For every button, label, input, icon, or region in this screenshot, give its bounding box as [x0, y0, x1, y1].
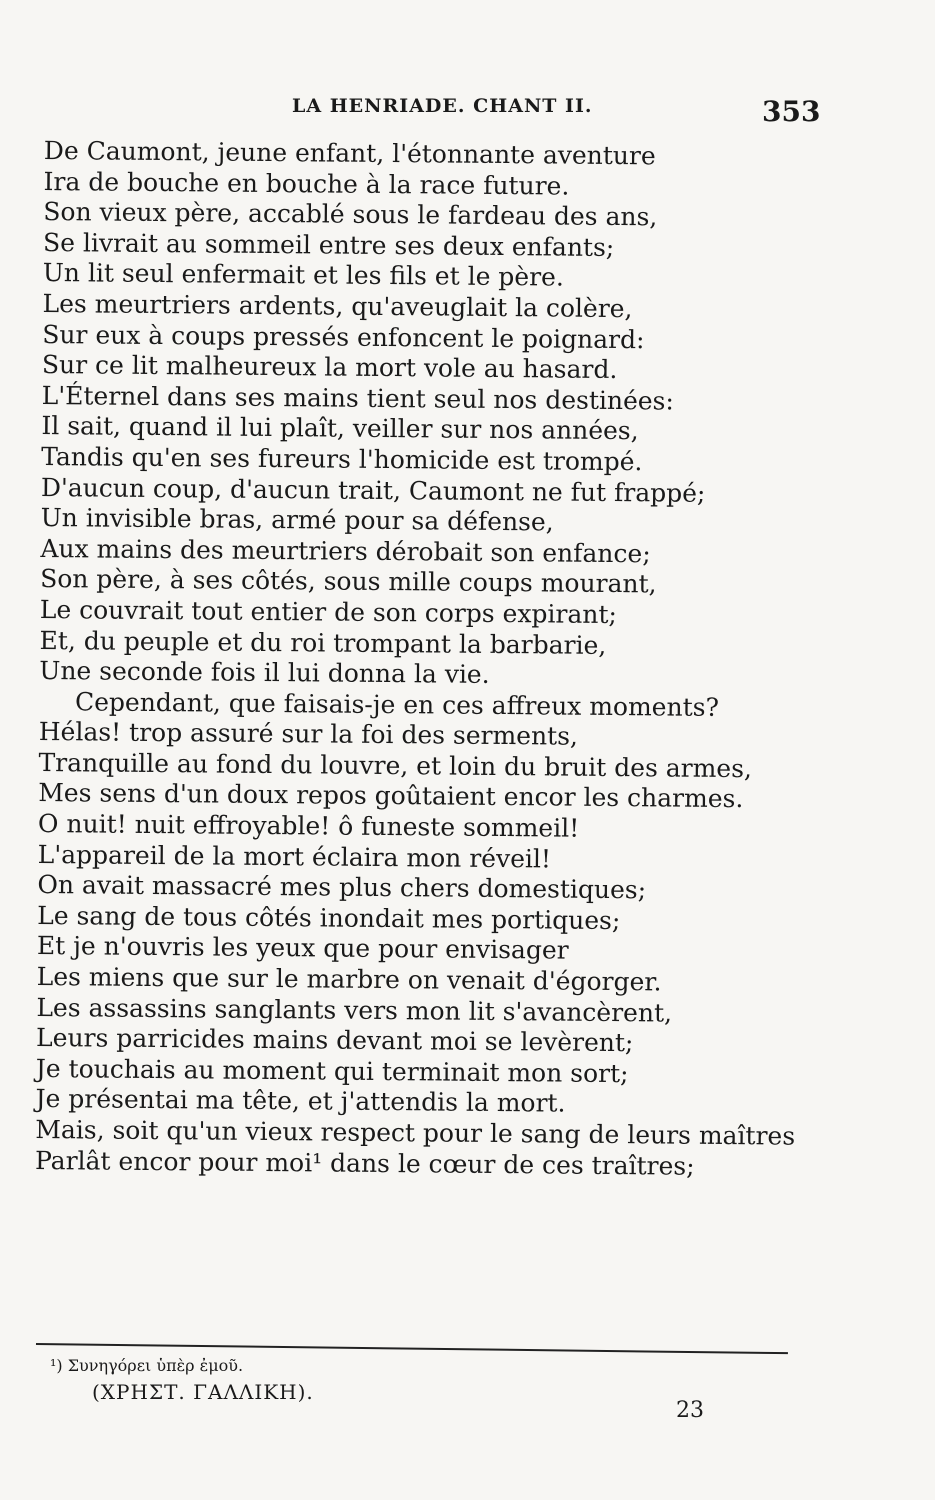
verse-line: Les meurtriers ardents, qu'aveuglait la colère, [42, 288, 633, 324]
verse-line: Parlât encor pour moi¹ dans le cœur de ces traîtres; [34, 1145, 695, 1181]
verse-line: De Caumont, jeune enfant, l'étonnante aventure [43, 136, 656, 171]
running-head: LA HENRIADE. CHANT II. [292, 95, 593, 117]
verse-line: L'Éternel dans ses mains tient seul nos destinées: [41, 380, 675, 416]
verse-line: Et je n'ouvris les yeux que pour envisager [36, 931, 569, 966]
verse-line: Les assassins sanglants vers mon lit s'avancèrent, [36, 992, 673, 1028]
verse-line: D'aucun coup, d'aucun trait, Caumont ne fut frappé; [40, 472, 706, 508]
verse-line: Leurs parricides mains devant moi se levèrent; [36, 1023, 634, 1058]
verse-line: Sur eux à coups pressés enfoncent le poignard: [42, 319, 645, 354]
verse-line: Mes sens d'un doux repos goûtaient encor les charmes. [38, 778, 744, 814]
page-number: 353 [762, 95, 821, 128]
verse-line: Hélas! trop assuré sur la foi des serments, [38, 717, 579, 751]
verse-line: Tranquille au fond du louvre, et loin du bruit des armes, [38, 747, 753, 784]
verse-line: Et, du peuple et du roi trompant la barbarie, [39, 625, 607, 660]
verse-line: Le sang de tous côtés inondait mes portiques; [37, 900, 621, 935]
verse-line: Son père, à ses côtés, sous mille coups mourant, [40, 564, 657, 599]
verse-line: Une seconde fois il lui donna la vie. [39, 656, 490, 690]
footnote: ¹) Συνηγόρει ὑπὲρ ἐμοῦ. [50, 1356, 244, 1375]
verse-line: L'appareil de la mort éclaira mon réveil! [37, 839, 552, 874]
footnote-rule [36, 1343, 788, 1354]
verse-line: Je présentai ma tête, et j'attendis la mort. [35, 1084, 566, 1118]
verse-line: Tandis qu'en ses fureurs l'homicide est trompé. [41, 441, 643, 477]
verse-line: Un lit seul enfermait et les fils et le père. [42, 258, 565, 292]
verse-line: Cependant, que faisais-je en ces affreux moments? [74, 686, 720, 722]
page-header [0, 95, 935, 135]
verse-line: O nuit! nuit effroyable! ô funeste sommeil! [37, 809, 580, 843]
poem-text [35, 136, 824, 1183]
verse-line: Sur ce lit malheureux la mort vole au hasard. [41, 350, 618, 385]
verse-line: Les miens que sur le marbre on venait d'égorger. [36, 961, 662, 997]
verse-line: Se livrait au sommeil entre ses deux enfants; [42, 227, 615, 262]
verse-line: Son vieux père, accablé sous le fardeau des ans, [43, 197, 658, 232]
verse-line: Le couvrait tout entier de son corps expirant; [39, 594, 618, 629]
footnote-source: (ΧΡΗΣΤ. ΓΑΛΛΙΚΗ). [92, 1380, 314, 1404]
verse-line: Aux mains des meurtriers dérobait son enfance; [40, 533, 651, 569]
signature-mark: 23 [676, 1398, 704, 1423]
verse-line: On avait massacré mes plus chers domestiques; [37, 870, 647, 905]
verse-line: Mais, soit qu'un vieux respect pour le sang de leurs maîtres [35, 1114, 796, 1151]
verse-line: Je touchais au moment qui terminait mon sort; [35, 1053, 629, 1088]
verse-line: Ira de bouche en bouche à la race future. [43, 166, 570, 201]
verse-line: Il sait, quand il lui plaît, veiller sur nos années, [41, 411, 639, 446]
verse-line: Un invisible bras, armé pour sa défense, [40, 503, 554, 537]
